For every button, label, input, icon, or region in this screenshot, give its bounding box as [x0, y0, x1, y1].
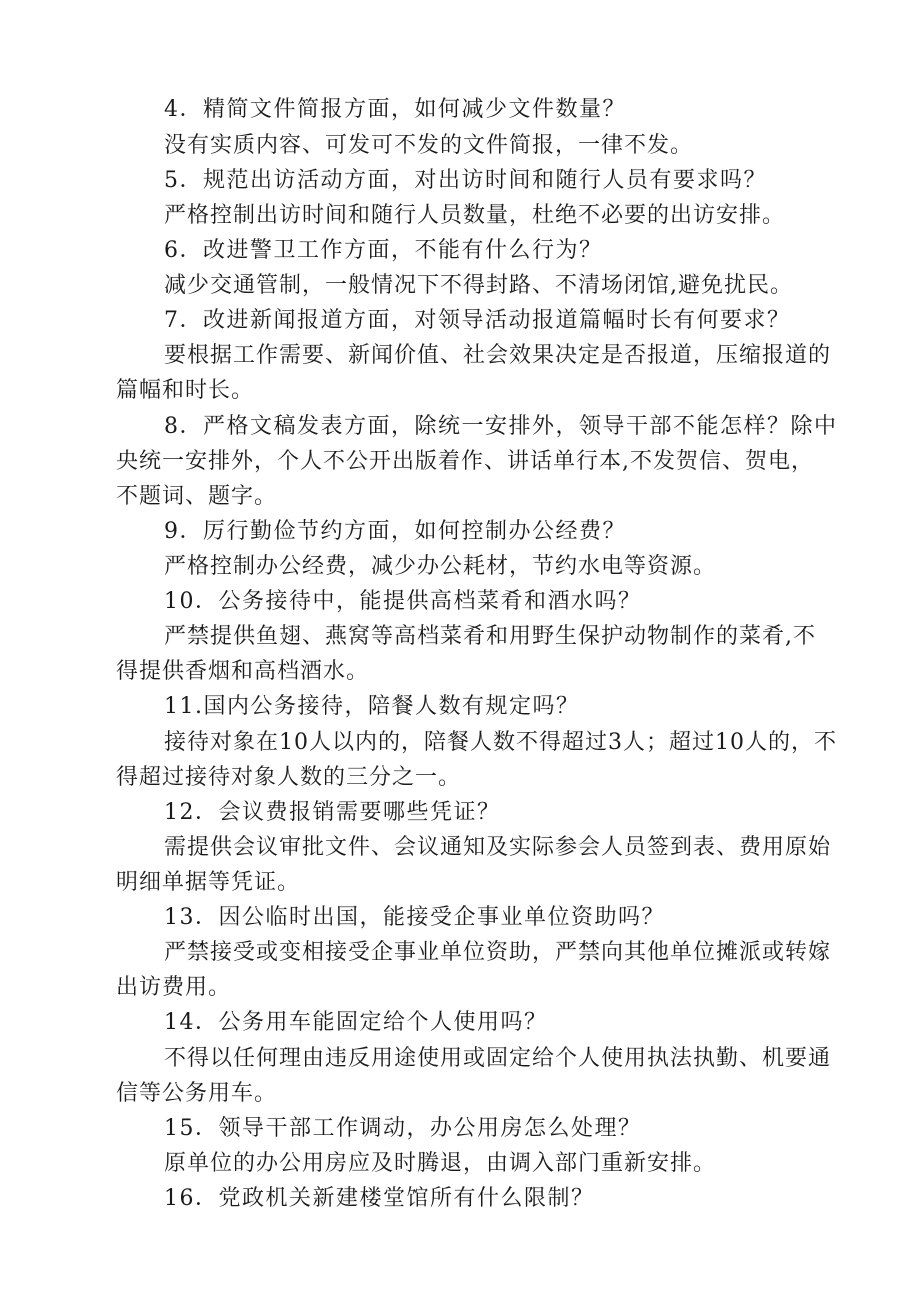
answer-5-line-1: 严格控制出访时间和随行人员数量，杜绝不必要的出访安排。 — [164, 203, 786, 228]
answer-14-line-2: 信等公务用车。 — [116, 1081, 278, 1106]
question-9: 9．厉行勤俭节约方面，如何控制办公经费？ — [164, 519, 626, 544]
answer-11-line-1: 接待对象在10人以内的，陪餐人数不得超过3人；超过10人的，不 — [164, 730, 837, 755]
answer-10-line-2: 得提供香烟和高档酒水。 — [116, 659, 370, 684]
question-10: 10．公务接待中，能提供高档菜肴和酒水吗？ — [164, 589, 642, 614]
question-8-line-3: 不题词、题字。 — [116, 484, 278, 509]
question-4: 4．精简文件简报方面，如何减少文件数量？ — [164, 97, 626, 122]
answer-10-line-1: 严禁提供鱼翅、燕窝等高档菜肴和用野生保护动物制作的菜肴,不 — [164, 624, 816, 649]
question-6: 6．改进警卫工作方面，不能有什么行为？ — [164, 238, 603, 263]
answer-12-line-1: 需提供会议审批文件、会议通知及实际参会人员签到表、费用原始 — [164, 835, 832, 860]
answer-7-line-1: 要根据工作需要、新闻价值、社会效果决定是否报道，压缩报道的 — [164, 343, 832, 368]
question-8-line-2: 央统一安排外，个人不公开出版着作、讲话单行本,不发贺信、贺电， — [116, 449, 814, 474]
question-5: 5．规范出访活动方面，对出访时间和随行人员有要求吗？ — [164, 168, 767, 193]
answer-14-line-1: 不得以任何理由违反用途使用或固定给个人使用执法执勤、机要通 — [164, 1046, 832, 1071]
answer-13-line-1: 严禁接受或变相接受企事业单位资助，严禁向其他单位摊派或转嫁 — [164, 940, 832, 965]
question-11: 11.国内公务接待，陪餐人数有规定吗？ — [164, 694, 580, 719]
question-13: 13．因公临时出国，能接受企事业单位资助吗？ — [164, 905, 665, 930]
question-14: 14．公务用车能固定给个人使用吗？ — [164, 1010, 548, 1035]
question-16: 16．党政机关新建楼堂馆所有什么限制？ — [164, 1186, 595, 1211]
answer-7-line-2: 篇幅和时长。 — [116, 378, 255, 403]
answer-13-line-2: 出访费用。 — [116, 975, 232, 1000]
answer-11-line-2: 得超过接待对象人数的三分之一。 — [116, 765, 462, 790]
question-7: 7．改进新闻报道方面，对领导活动报道篇幅时长有何要求？ — [164, 308, 791, 333]
question-15: 15．领导干部工作调动，办公用房怎么处理？ — [164, 1116, 642, 1141]
answer-6-line-1: 减少交通管制，一般情况下不得封路、不清场闭馆,避免扰民。 — [164, 273, 793, 298]
answer-9-line-1: 严格控制办公经费，减少办公耗材，节约水电等资源。 — [164, 554, 717, 579]
question-12: 12．会议费报销需要哪些凭证？ — [164, 800, 501, 825]
question-8-line-1: 8．严格文稿发表方面，除统一安排外，领导干部不能怎样？除中 — [164, 414, 838, 439]
answer-12-line-2: 明细单据等凭证。 — [116, 870, 301, 895]
answer-4-line-1: 没有实质内容、可发可不发的文件简报，一律不发。 — [164, 133, 694, 158]
answer-15-line-1: 原单位的办公用房应及时腾退，由调入部门重新安排。 — [164, 1151, 717, 1176]
